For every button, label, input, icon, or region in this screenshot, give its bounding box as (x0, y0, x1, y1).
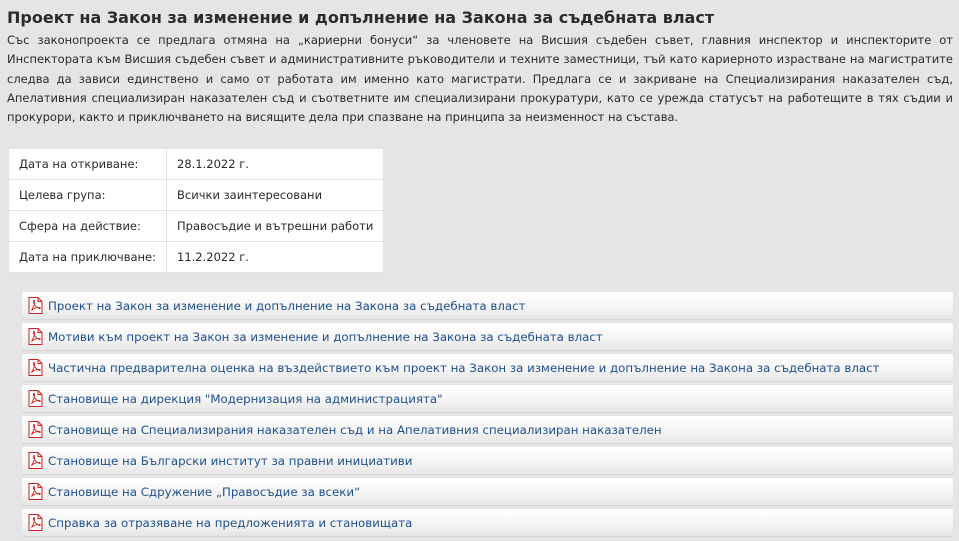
info-row-target-group (9, 180, 384, 211)
pdf-icon (28, 514, 43, 531)
document-link[interactable]: Становище на дирекция "Модернизация на администрацията" (48, 391, 443, 406)
pdf-icon (28, 297, 43, 314)
info-label: Сфера на действие: (9, 211, 167, 242)
info-value: 28.1.2022 г. (167, 149, 384, 180)
document-item[interactable] (22, 509, 953, 536)
pdf-icon (28, 483, 43, 500)
pdf-icon (28, 452, 43, 469)
document-link[interactable]: Проект на Закон за изменение и допълнение на Закона за съдебната власт (48, 298, 526, 313)
info-label: Дата на приключване: (9, 242, 167, 273)
document-link[interactable]: Мотиви към проект на Закон за изменение и допълнение на Закона за съдебната власт (48, 329, 603, 344)
document-item[interactable] (22, 292, 953, 319)
page-description: Със законопроекта се предлага отмяна на „кариерни бонуси“ за членовете на Висшия съдебен съвет, главния инспектор и инспекторите от Инспектората към Висшия съдебен съвет и административните ръководители и техните заместници, тъй като кариерното израстване на магистратите следва да зависи единствено и само от работата им именно като магистрати. Предлага се и закриване на Специализирания наказателен съд, Апелативния специализиран наказателен съд и съответните им специализирани прокуратури, като се урежда статусът на работещите в тях съдии и прокурори, както и приключването на висящите дела при спазване на принципа за неизменност на състава. (7, 33, 953, 125)
document-link[interactable]: Частична предварителна оценка на въздействието към проект на Закон за изменение и допълнение на Закона за съдебната власт (48, 360, 880, 375)
document-item[interactable] (22, 323, 953, 350)
page-title: Проект на Закон за изменение и допълнение на Закона за съдебната власт (7, 8, 715, 27)
document-list (22, 292, 953, 536)
pdf-icon (28, 359, 43, 376)
info-value: Всички заинтересовани (167, 180, 384, 211)
document-item[interactable] (22, 416, 953, 443)
document-link[interactable]: Становище на Български институт за правни инициативи (48, 453, 413, 468)
info-row-close-date (9, 242, 384, 273)
info-label: Дата на откриване: (9, 149, 167, 180)
document-item[interactable] (22, 478, 953, 505)
info-value: 11.2.2022 г. (167, 242, 384, 273)
document-item[interactable] (22, 447, 953, 474)
document-link[interactable]: Становище на Сдружение „Правосъдие за всеки“ (48, 484, 361, 499)
pdf-icon (28, 328, 43, 345)
info-row-open-date (9, 149, 384, 180)
info-row-sphere (9, 211, 384, 242)
document-item[interactable] (22, 354, 953, 381)
pdf-icon (28, 390, 43, 407)
pdf-icon (28, 421, 43, 438)
document-link[interactable]: Становище на Специализирания наказателен съд и на Апелативния специализиран наказателен (48, 422, 662, 437)
info-value: Правосъдие и вътрешни работи (167, 211, 384, 242)
info-table (8, 148, 384, 273)
document-item[interactable] (22, 385, 953, 412)
info-label: Целева група: (9, 180, 167, 211)
document-link[interactable]: Справка за отразяване на предложенията и становищата (48, 515, 413, 530)
